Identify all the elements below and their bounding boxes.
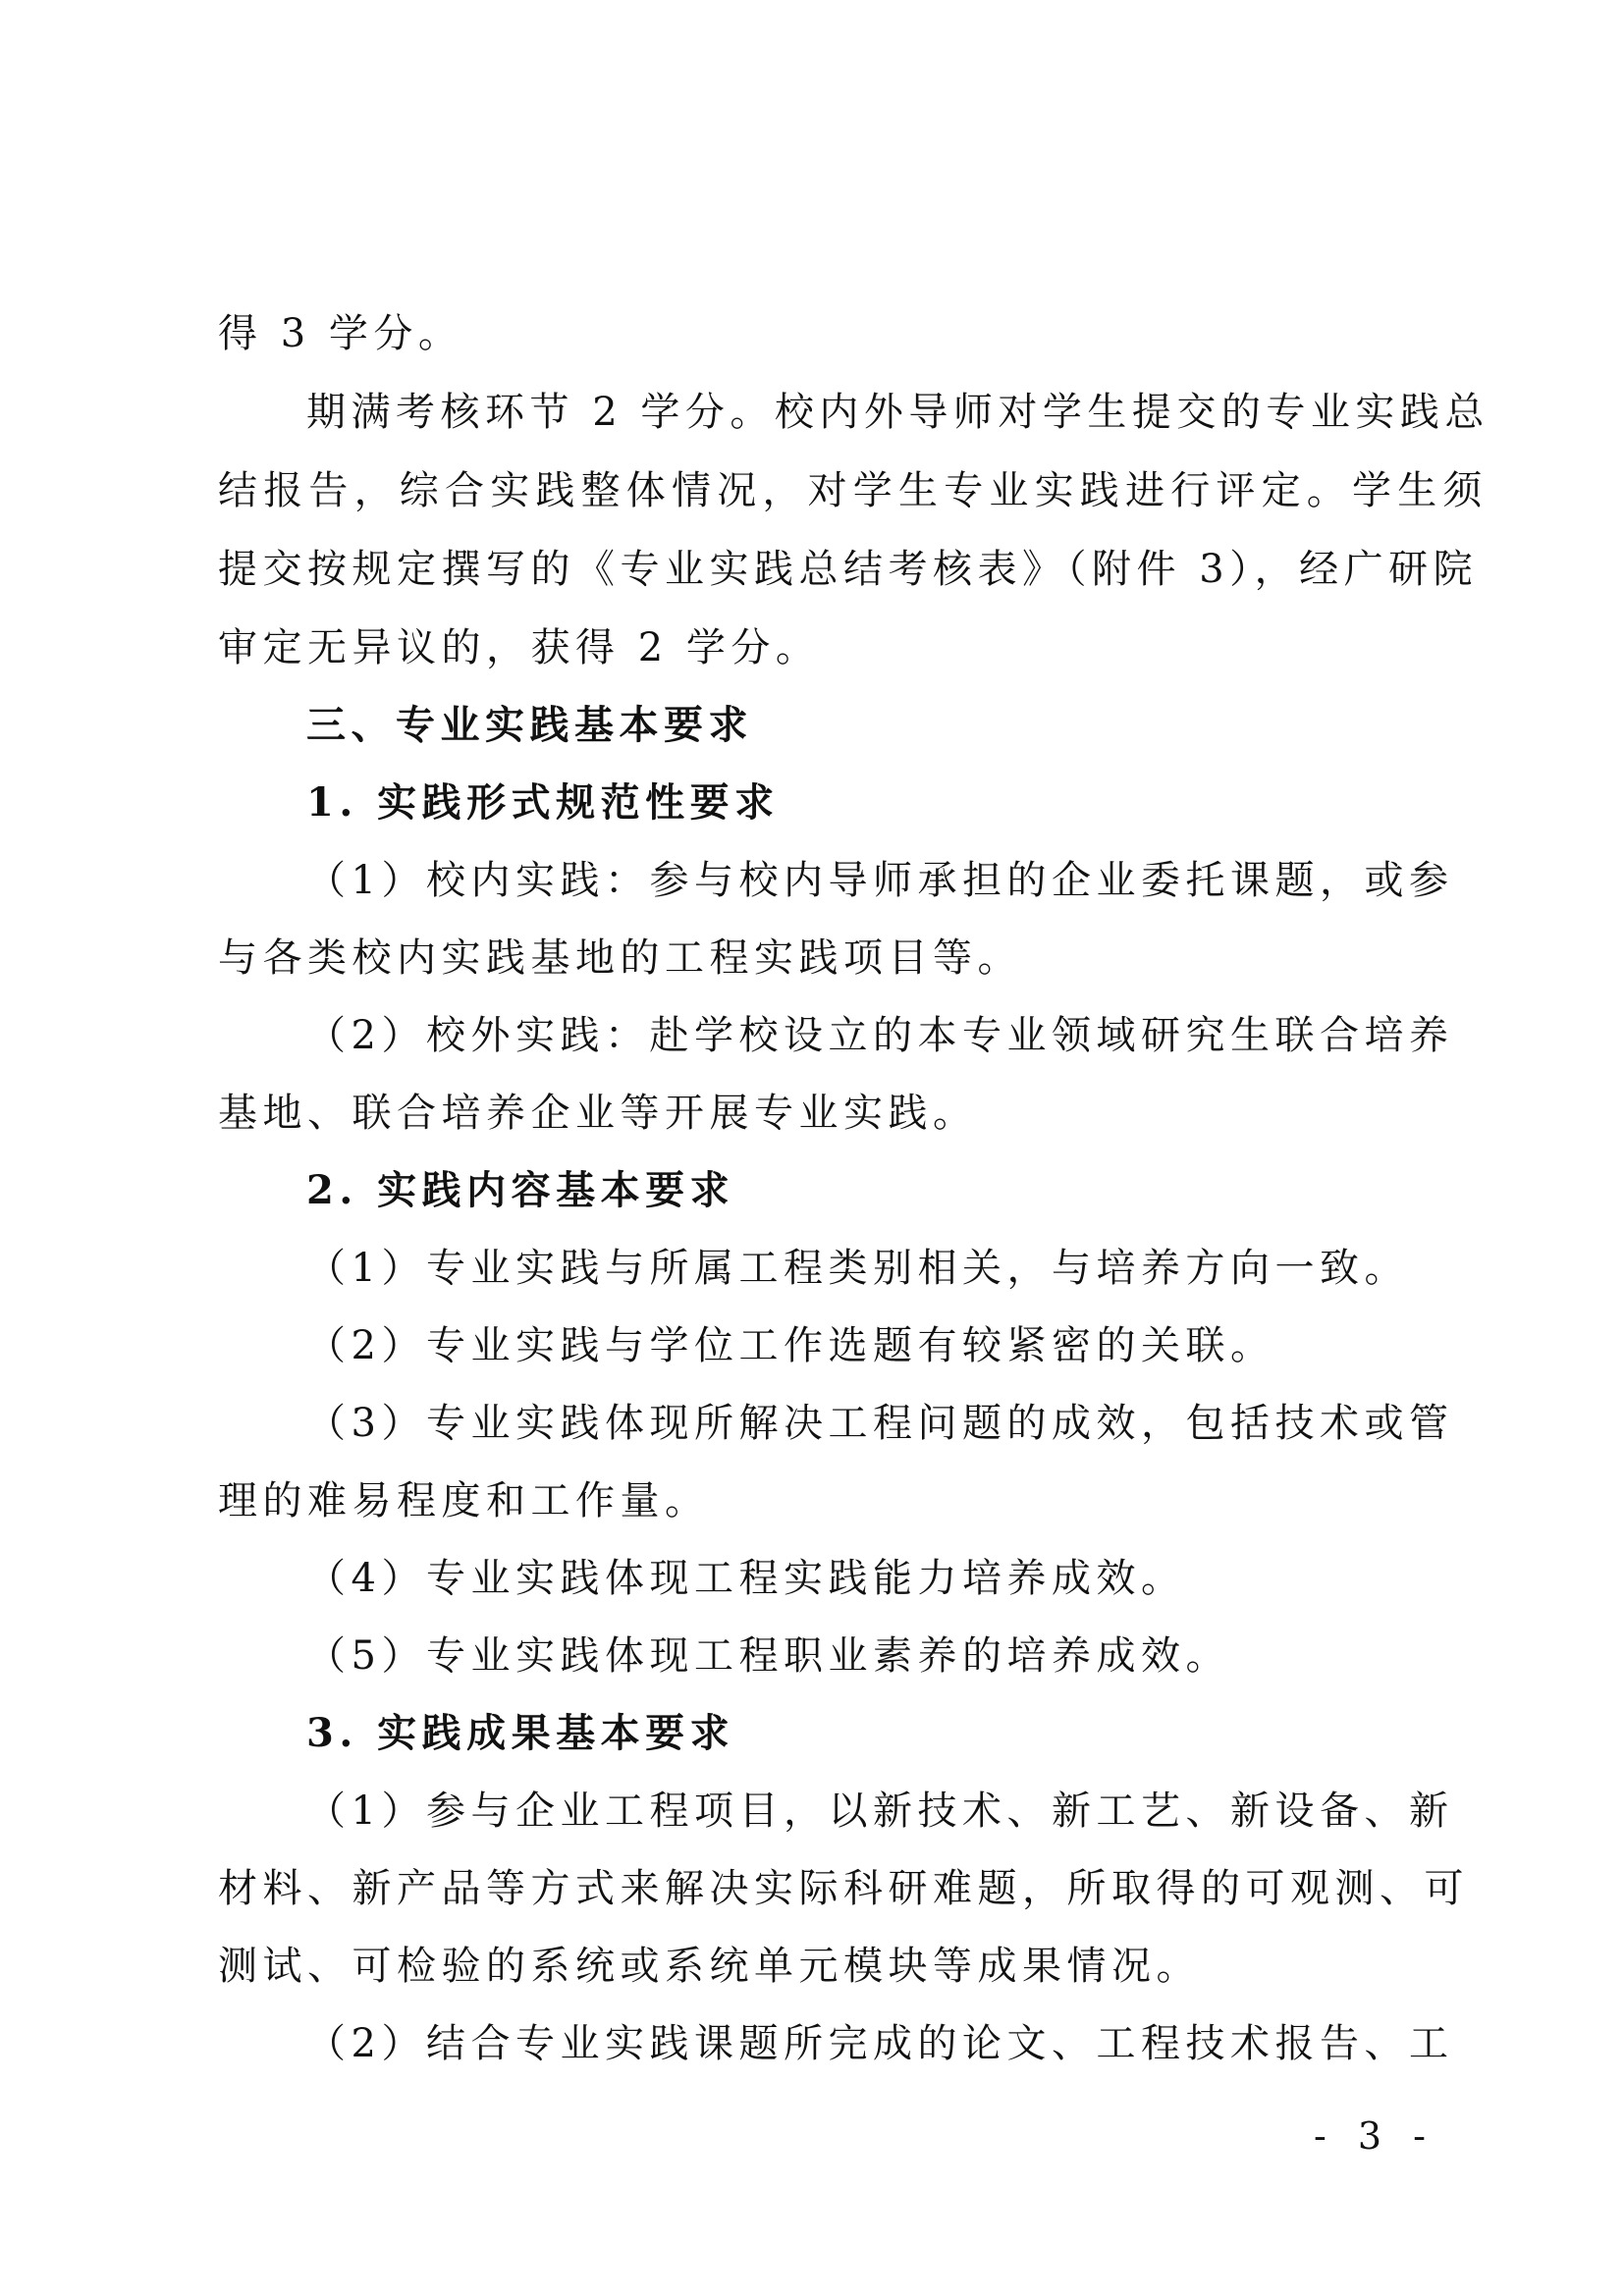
text-line-3: 结报告，综合实践整体情况，对学生专业实践进行评定。学生须 <box>218 468 1489 513</box>
text-line-4: 提交按规定撰写的《专业实践总结考核表》（附件 3），经广研院 <box>218 547 1479 592</box>
text-line-12: （3）专业实践体现所解决工程问题的成效，包括技术或管 <box>306 1401 1454 1446</box>
text-line-8: （2）校外实践：赴学校设立的本专业领域研究生联合培养 <box>306 1013 1454 1058</box>
text-line-9: 基地、联合培养企业等开展专业实践。 <box>218 1091 978 1136</box>
text-line-11: （2）专业实践与学位工作选题有较紧密的关联。 <box>306 1323 1275 1368</box>
text-line-2: 期满考核环节 2 学分。校内外导师对学生提交的专业实践总 <box>306 390 1489 435</box>
subheading-3: 3. 实践成果基本要求 <box>306 1710 735 1756</box>
text-line-7: 与各类校内实践基地的工程实践项目等。 <box>218 935 1022 981</box>
text-line-18: 测试、可检验的系统或系统单元模块等成果情况。 <box>218 1944 1201 1989</box>
text-line-17: 材料、新产品等方式来解决实际科研难题，所取得的可观测、可 <box>218 1866 1469 1911</box>
text-line-15: （5）专业实践体现工程职业素养的培养成效。 <box>306 1633 1230 1679</box>
text-line-13: 理的难易程度和工作量。 <box>218 1478 710 1523</box>
text-line-16: （1）参与企业工程项目，以新技术、新工艺、新设备、新 <box>306 1789 1454 1834</box>
subheading-1: 1. 实践形式规范性要求 <box>306 779 780 826</box>
section-heading-3: 三、专业实践基本要求 <box>306 702 753 748</box>
text-line-6: （1）校内实践：参与校内导师承担的企业委托课题，或参 <box>306 858 1454 903</box>
text-line-14: （4）专业实践体现工程实践能力培养成效。 <box>306 1556 1186 1601</box>
text-line-19: （2）结合专业实践课题所完成的论文、工程技术报告、工 <box>306 2021 1454 2066</box>
text-line-5: 审定无异议的，获得 2 学分。 <box>218 625 821 670</box>
text-line-10: （1）专业实践与所属工程类别相关，与培养方向一致。 <box>306 1246 1409 1291</box>
page-number: - 3 - <box>1314 2114 1436 2158</box>
text-line-1: 得 3 学分。 <box>218 311 463 356</box>
subheading-2: 2. 实践内容基本要求 <box>306 1167 735 1213</box>
